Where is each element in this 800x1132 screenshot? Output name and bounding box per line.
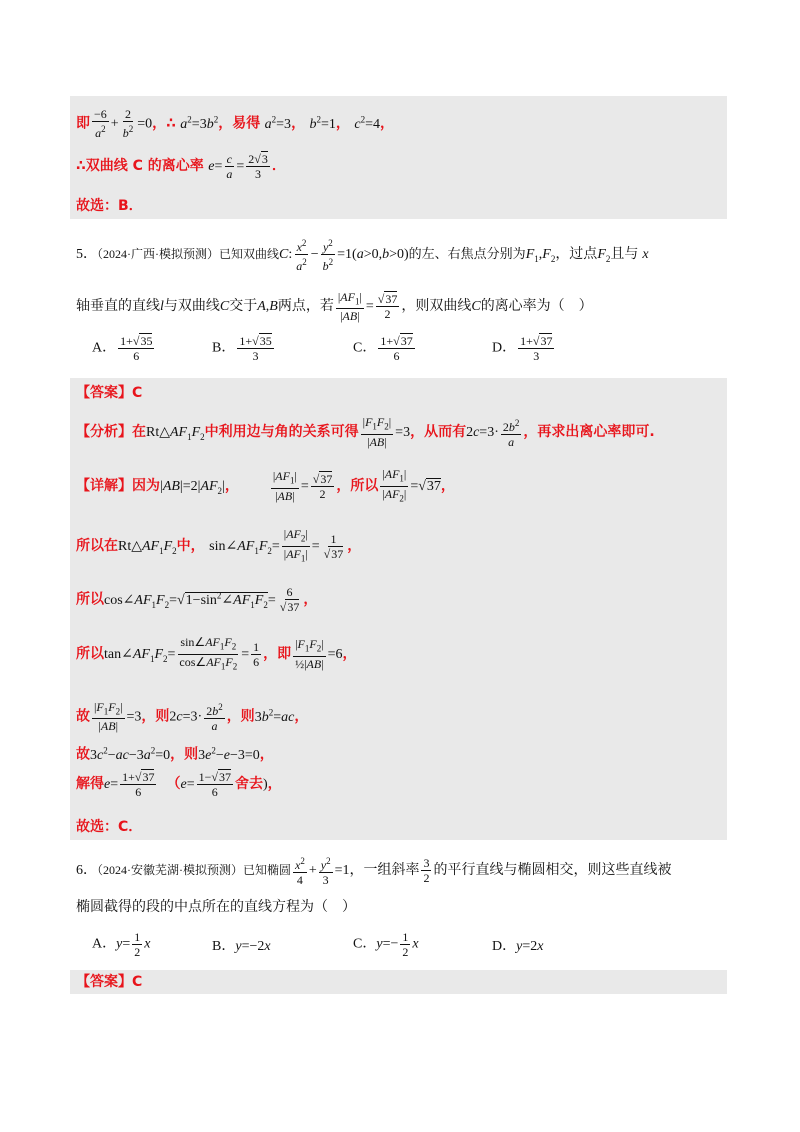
answer-tag: 【答案】C xyxy=(76,974,143,990)
formula: $\frac{2}{b^2}$ xyxy=(122,107,134,141)
answer-tag: 【答案】C xyxy=(76,385,143,401)
formula: $\frac{|F_1F_2|}{\text{½|AB|}}$ xyxy=(295,637,324,671)
analysis-line: 【分析】在$Rt\triangle AF_1F_2$中利用边与角的关系可得 $\frac{|F_1F_2|}{|AB|}$ =3，从而有2c=3· $\frac{2b^2}{a}$ ，再求出离心率即可. xyxy=(76,415,655,449)
option-b[interactable]: B． $\frac{1+√35}{3}$ xyxy=(212,334,272,363)
question-5: 5．（2024·广西·模拟预测）已知双曲线C: $\frac{x^2}{a^2}$ − $\frac{y^2}{b^2}$ =1(a>0,b>0)的左、右焦点分别为$F_1,F_2$，过点$F_2$且与 x xyxy=(76,238,649,274)
answer-choice: 故选：B． xyxy=(76,198,143,214)
formula: $\frac{1+√37}{6}$ xyxy=(122,769,155,799)
option-d[interactable]: D．y=2x xyxy=(492,939,544,954)
detail-line: 所以在$Rt\triangle AF_1F_2$中， $\sin\angle AF_1F_2=$ $\frac{|AF_2|}{|AF_1|}$ = $\frac{1}{√37}$ ， xyxy=(76,527,362,563)
formula: $\frac{2b^2}{a}$ xyxy=(502,417,520,449)
formula: $\frac{y^2}{b^2}$ xyxy=(322,238,334,274)
detail-line: 所以$\tan\angle AF_1F_2=$ $\frac{\sin\angle AF_1F_2}{\cos\angle AF_1F_2}$ = $\frac{1}{6}$ ，即 $\frac{|F_1F_2|}{\text{½|AB|}}$ =6， xyxy=(76,635,357,671)
option-d[interactable]: D． $\frac{1+√37}{3}$ xyxy=(492,334,553,363)
formula: $\frac{x^2}{a^2}$ xyxy=(296,238,307,274)
formula: $\frac{|F_1F_2|}{|AB|}$ xyxy=(94,699,123,734)
formula: $\frac{|F_1F_2|}{|AB|}$ xyxy=(362,415,392,449)
detail-line: 故 $\frac{|F_1F_2|}{|AB|}$ =3，则2c=3· $\frac{2b^2}{a}$ ，则$3b^2=ac$， xyxy=(76,699,309,734)
answer-choice: 故选：C． xyxy=(76,819,143,835)
question-6: 6．（2024·安徽芜湖·模拟预测）已知椭圆 $\frac{x^2}{4}$ + $\frac{y^2}{3}$ =1，一组斜率 $\frac{3}{2}$ 的平行直线与椭圆相交，则这些直线被 xyxy=(76,856,672,888)
option-c[interactable]: C．y=− $\frac{1}{2}$ x xyxy=(353,930,419,959)
formula: $\frac{|AF_1|}{|AB|}$ xyxy=(272,469,297,503)
option-a[interactable]: A．y= $\frac{1}{2}$ x xyxy=(92,930,151,959)
formula: $\frac{√37}{2}$ xyxy=(312,471,333,501)
question-6-line2: 椭圆截得的段的中点所在的直线方程为（ ） xyxy=(76,900,356,915)
formula: $\frac{|AF_2|}{|AF_1|}$ xyxy=(283,527,308,563)
formula: $\frac{√37}{2}$ xyxy=(377,292,398,322)
formula: $\frac{c}{a}$ xyxy=(226,151,233,181)
detail-line: 故$3c^2-ac-3a^2=0$，则$3e^2-e-3=0$， xyxy=(76,745,274,763)
formula: $\frac{6}{√37}$ xyxy=(279,585,300,615)
detail-line: 【详解】因为$|AB|=2|AF_2|$， $\frac{|AF_1|}{|AB|}$ = $\frac{√37}{2}$ ，所以 $\frac{|AF_1|}{|AF_2|}$ =√37， xyxy=(76,467,455,503)
formula: $\frac{\sin\angle AF_1F_2}{\cos\angle AF_1F_2}$ xyxy=(179,635,238,671)
formula: $\frac{1-√37}{6}$ xyxy=(198,769,231,799)
formula: $\frac{3}{2}$ xyxy=(423,856,430,886)
detail-line: 所以$\cos\angle AF_1F_2=√1-\sin^2\angle AF_1F_2=$ $\frac{6}{√37}$ ， xyxy=(76,585,318,615)
formula: $\frac{|AF_1|}{|AB|}$ xyxy=(337,290,362,324)
formula: $\frac{x^2}{4}$ xyxy=(295,856,305,888)
formula: $\frac{y^2}{3}$ xyxy=(320,856,331,888)
question-5-line2: 轴垂直的直线l与双曲线C交于A,B两点，若 $\frac{|AF_1|}{|AB|}$ = $\frac{√37}{2}$ ，则双曲线C的离心率为（ ） xyxy=(76,290,593,324)
option-b[interactable]: B．y=−2x xyxy=(212,939,271,954)
formula: $\frac{1}{√37}$ xyxy=(323,531,344,561)
formula: $\frac{|AF_1|}{|AF_2|}$ xyxy=(382,467,407,503)
solution-line: ∴双曲线 C 的离心率 e= $\frac{c}{a}$ = $\frac{2√3}{3}$ ． xyxy=(76,151,286,181)
formula: $\frac{1}{6}$ xyxy=(253,639,260,669)
formula: $\frac{-6}{a^2}$ xyxy=(94,107,107,141)
solution-block-6 xyxy=(70,970,727,994)
formula: $\frac{2b^2}{a}$ xyxy=(206,702,223,734)
option-a[interactable]: A． $\frac{1+√35}{6}$ xyxy=(92,334,153,363)
option-c[interactable]: C． $\frac{1+√37}{6}$ xyxy=(353,334,413,363)
detail-line: 解得e= $\frac{1+√37}{6}$ （e= $\frac{1-√37}{6}$ 舍去)， xyxy=(76,769,282,799)
formula: $\frac{2√3}{3}$ xyxy=(248,151,268,181)
solution-line: 即 $\frac{-6}{a^2}$ + $\frac{2}{b^2}$ =0，∴ $a^2=3b^2$，易得 $a^2=3$， $b^2=1$， $c^2=4$， xyxy=(76,107,394,141)
